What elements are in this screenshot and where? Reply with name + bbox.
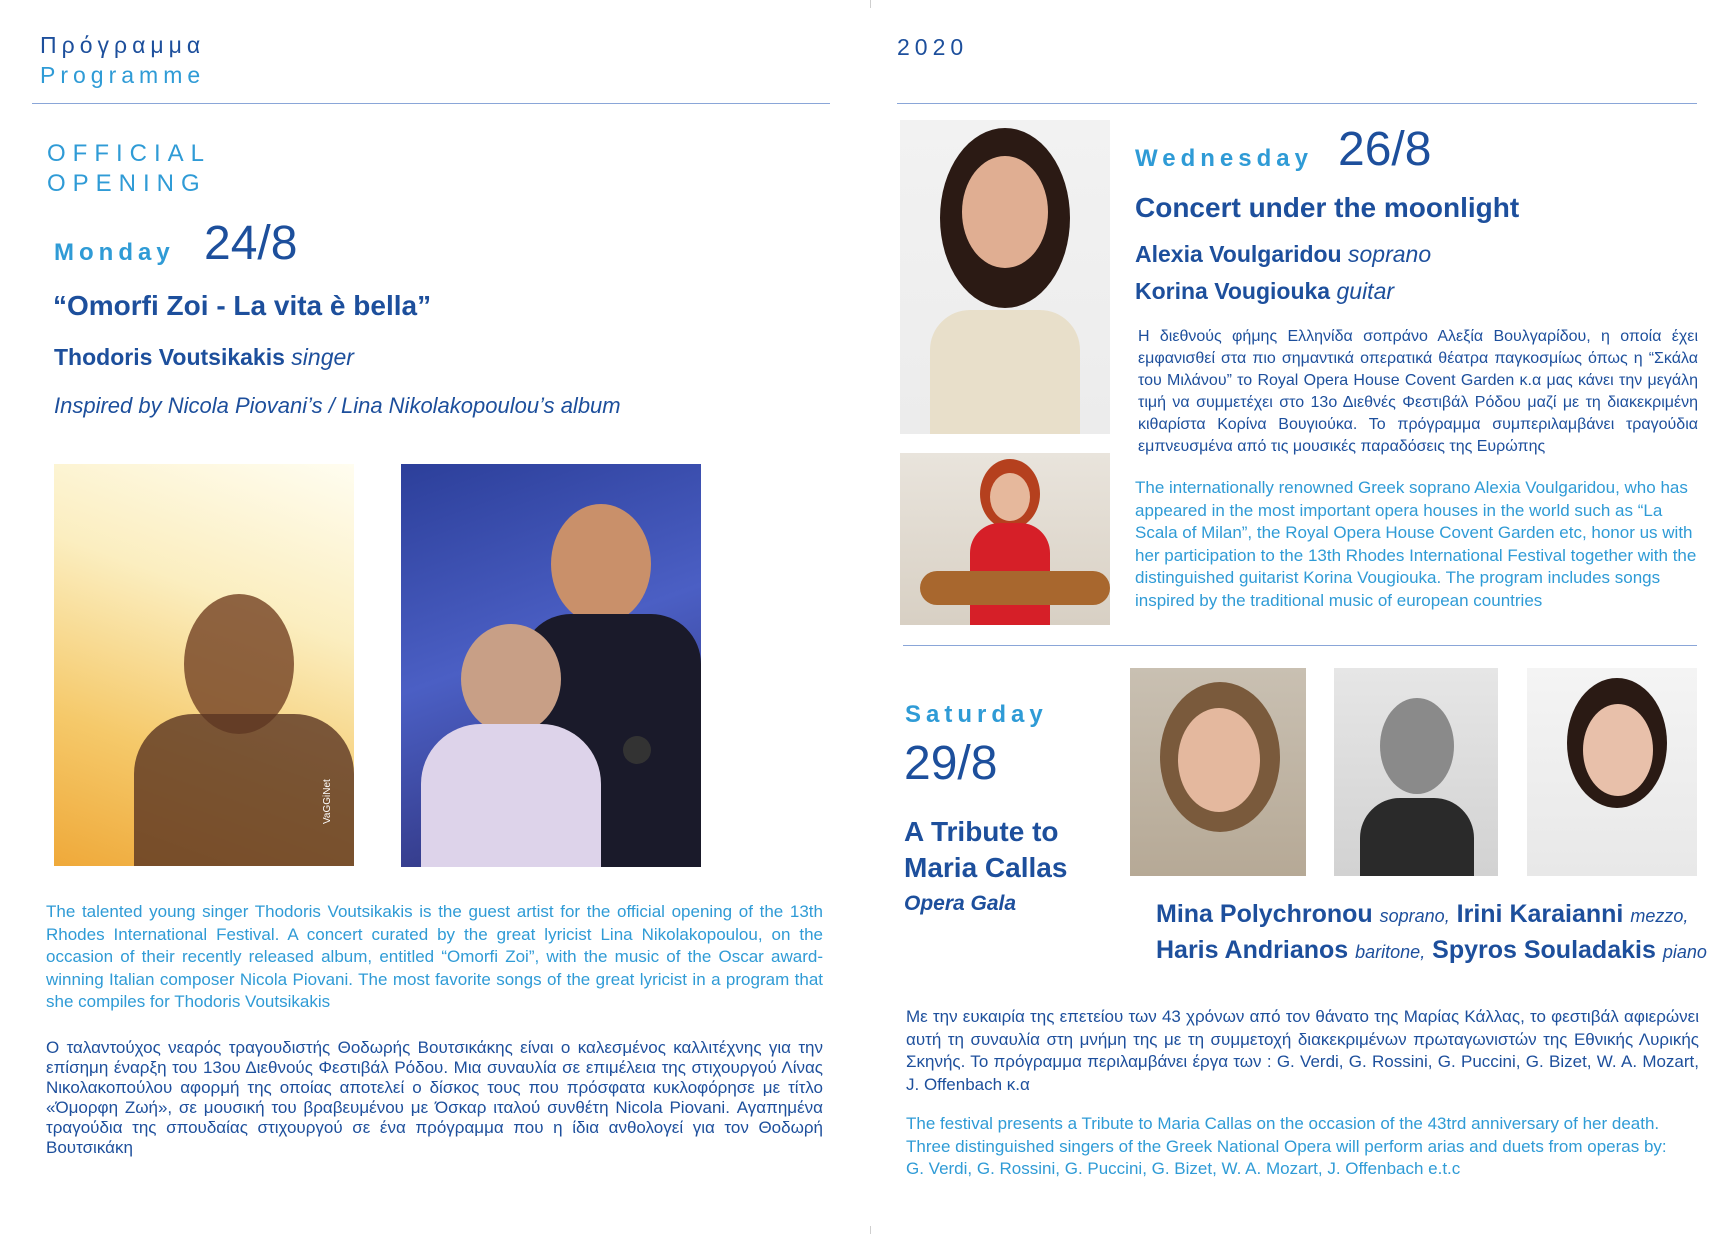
event1-date: 24/8: [204, 217, 298, 270]
singer-head-shape: [184, 594, 294, 734]
official-opening-label-2: OPENING: [47, 170, 207, 197]
event1-artist-role: singer: [291, 344, 354, 370]
performer-spyros-role: piano: [1662, 942, 1707, 962]
soprano-dress-shape: [930, 310, 1080, 434]
performer-spyros-name: Spyros Souladakis: [1432, 936, 1656, 964]
event3-title-line2: Maria Callas: [904, 852, 1068, 883]
header-programme-greek: Πρόγραμμα: [40, 32, 206, 58]
mezzo-irini-photo: [1527, 668, 1697, 876]
event1-description-greek: Ο ταλαντούχος νεαρός τραγουδιστής Θοδωρής Βουτσικάκης είναι ο καλεσμένος καλλιτέχνης για την επίσημη έναρξη του 13ου Διεθνούς Φεστιβάλ Ρόδου. Μια συναυλία σε επιμέλεια της στιχουργού Λίνας Νικολακοπούλου αφορμή της οποίας αποτελεί ο δίσκος τους που πρόσφατα κυκλοφόρησε με τίτλο «Όμορφη Ζωή», σε μουσική του βραβευμένου με Όσκαρ ιταλού συνθέτη Nicola Piovani. Αγαπημένα τραγούδια της σπουδαίας στιχουργού σε ένα πρόγραμμα που η ίδια ανθολογεί για τον Θοδωρή Βουτσικάκη: [46, 1038, 823, 1157]
event3-performers-line1: [1156, 900, 1688, 929]
event1-inspired: Inspired by Nicola Piovani’s / Lina Nikolakopoulou’s album: [54, 393, 621, 418]
event2-date: 26/8: [1338, 123, 1432, 176]
woman-head-shape: [461, 624, 561, 734]
event3-description-english: The festival presents a Tribute to Maria Callas on the occasion of the 43trd anniversary of her death. Three distinguished singers of the Greek National Opera will perform arias and duets from operas by: G. Verdi, G. Rossini, G. Puccini, G. Bizet, W. A. Mozart, J. Offenbach e.t.c: [906, 1114, 1667, 1178]
performer-mina-name: Mina Polychronou: [1156, 900, 1373, 928]
performer-haris-role: baritone,: [1355, 942, 1426, 962]
performer-haris-name: Haris Andrianos: [1156, 936, 1349, 964]
header-divider-left: [32, 103, 830, 104]
guitar-icon: [920, 571, 1110, 605]
duo-stage-photo: [401, 464, 701, 867]
irini-face-shape: [1583, 704, 1653, 796]
event3-subtitle: Opera Gala: [904, 892, 1017, 915]
baritone-haris-photo: [1334, 668, 1498, 876]
mina-face-shape: [1178, 708, 1260, 812]
man-head-shape: [551, 504, 651, 624]
soprano-mina-photo: [1130, 668, 1306, 876]
guitarist-face-shape: [990, 473, 1030, 521]
performer-mina-role: soprano,: [1379, 906, 1450, 926]
event2-artist2-name: Korina Vougiouka: [1135, 278, 1331, 304]
event2-artist1-name: Alexia Voulgaridou: [1135, 241, 1342, 267]
event3-date: 29/8: [904, 737, 998, 790]
event1-title: “Omorfi Zoi - La vita è bella”: [53, 290, 432, 321]
photo-credit: VaGGiNet: [322, 779, 333, 824]
event3-description-greek: Με την ευκαιρία της επετείου των 43 χρόνων από τον θάνατο της Μαρίας Κάλλας, το φεστιβάλ αφιερώνει αυτή τη συναυλία στη μνήμη της με τη συμμετοχή διακεκριμένων πρωταγωνιστών της Εθνικής Λυρικής Σκηνής. Το πρόγραμμα περιλαμβάνει έργα των : G. Verdi, G. Rossini, G. Puccini, G. Bizet, W. A. Mozart, J. Offenbach κ.α: [906, 1007, 1699, 1094]
event1-description-english: The talented young singer Thodoris Voutsikakis is the guest artist for the official opening of the 13th Rhodes International Festival. A concert curated by the great lyricist Lina Nikolakopoulou, on the occasion of their recently released album, entitled “Omorfi Zoi”, with the music of the Oscar award-winning Italian composer Nicola Piovani. The most favorite songs of the great lyricist in a program that she compiles for Thodoris Voutsikakis: [46, 902, 823, 1011]
event2-description-greek: Η διεθνούς φήμης Ελληνίδα σοπράνο Αλεξία Βουλγαρίδου, η οποία έχει εμφανισθεί στα πιο σημαντικά οπερατικά θέατρα παγκοσμίως όπως η “Σκάλα του Μιλάνου” το Royal Opera House Covent Garden κ.α μας κάνει την μεγάλη τιμή να συμμετέχει στο 13ο Διεθνές Φεστιβάλ Ρόδου μαζί με τη διακεκριμένη κιθαρίστα Κορίνα Βουγιούκα. Το πρόγραμμα συμπεριλαμβάνει τραγούδια εμπνευσμένα από τις μουσικές παραδόσεις της Ευρώπης: [1138, 328, 1698, 455]
performer-irini-name: Irini Karaianni: [1456, 900, 1624, 928]
event2-day: Wednesday: [1135, 145, 1313, 172]
event-divider-right: [903, 645, 1697, 646]
event2-artist2-role: guitar: [1336, 278, 1395, 304]
crop-mark: [870, 1226, 871, 1234]
event2-artist1-role: soprano: [1348, 241, 1432, 267]
event2-description-english: The internationally renowned Greek soprano Alexia Voulgaridou, who has appeared in the most important opera houses in the world such as “La Scala of Milan”, the Royal Opera House Covent Garden etc, honor us with her participation to the 13th Rhodes International Festival together with the distinguished guitarist Korina Vougiouka. The program includes songs inspired by the traditional music of european countries: [1135, 478, 1697, 610]
guitarist-photo: [900, 453, 1110, 625]
event1-artist-name: Thodoris Voutsikakis: [54, 344, 285, 370]
microphone-icon: [623, 736, 651, 764]
haris-face-shape: [1380, 698, 1454, 794]
performer-irini-role: mezzo,: [1630, 906, 1689, 926]
event3-title-line1: A Tribute to: [904, 816, 1059, 847]
soprano-portrait-photo: [900, 120, 1110, 434]
singer-shoulder-shape: [134, 714, 354, 866]
soprano-face-shape: [962, 156, 1048, 268]
header-year: 2020: [897, 34, 969, 60]
header-divider-right: [897, 103, 1697, 104]
event1-artist: [54, 344, 354, 371]
event2-artist2: [1135, 278, 1394, 305]
event2-title: Concert under the moonlight: [1135, 192, 1520, 223]
header-programme-english: Programme: [40, 62, 206, 88]
crop-mark: [870, 0, 871, 8]
woman-body-shape: [421, 724, 601, 867]
haris-body-shape: [1360, 798, 1474, 876]
singer-profile-photo: [54, 464, 354, 866]
event1-day: Monday: [54, 239, 175, 266]
official-opening-label-1: OFFICIAL: [47, 140, 212, 167]
event3-performers-line2: [1156, 936, 1707, 965]
event3-day: Saturday: [905, 701, 1048, 728]
event2-artist1: [1135, 241, 1431, 268]
